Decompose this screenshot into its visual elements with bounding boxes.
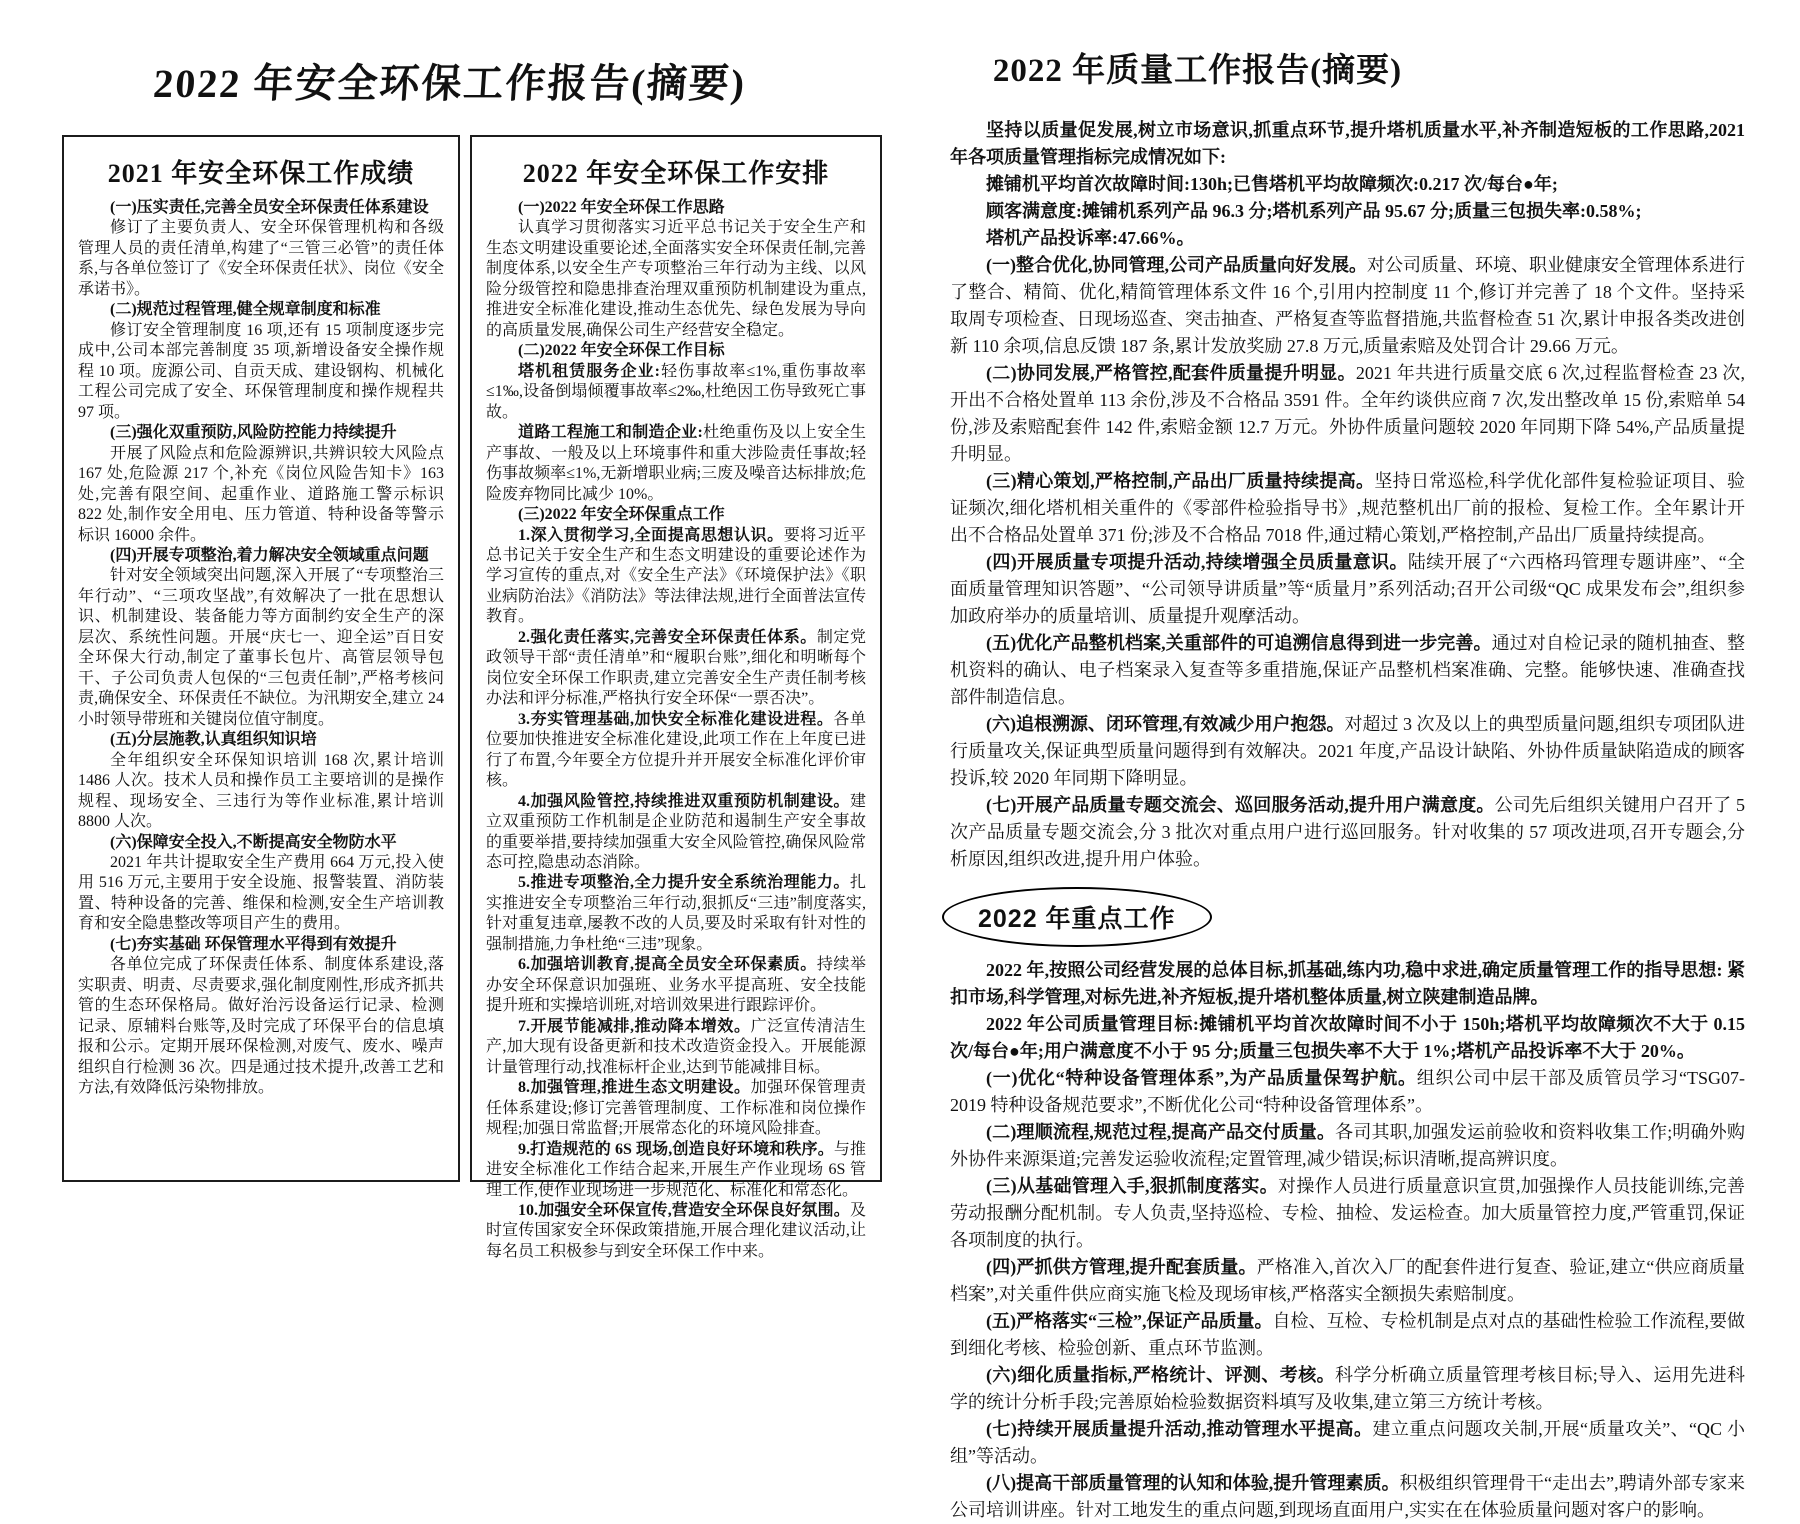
paragraph: 全年组织安全环保知识培训 168 次,累计培训 1486 人次。技术人员和操作员工主要培训的是操作规程、现场安全、三违行为等作业标准,累计培训 8800 人次。: [78, 751, 444, 831]
paragraph: (五)分层施教,认真组织知识培: [110, 731, 317, 749]
paragraph: (一)整合优化,协同管理,公司产品质量向好发展。对公司质量、环境、职业健康安全管理体系进行了整合、精简、优化,精简管理体系文件 16 个,引用内控制度 11 个,修订并完善了 18 个文件。坚持采取周专项检查、日现场巡查、突击抽查、严格复查等监督措施,共监督检查 51 次,累计申报各类改进创新 110 余项,信息反馈 187 条,累计发放奖励 27.8 万元,质量索赔及处罚合计 29.66 万元。: [950, 255, 1745, 356]
box1-body: [78, 198, 444, 1099]
paragraph: (七)夯实基础 环保管理水平得到有效提升: [110, 935, 397, 953]
paragraph: 2022 年,按照公司经营发展的总体目标,抓基础,练内功,稳中求进,确定质量管理工作的指导思想: 紧扣市场,科学管理,对标先进,补齐短板,提升塔机整体质量,树立陕建制造品牌。: [950, 960, 1745, 1007]
paragraph: (八)提高干部质量管理的认知和体验,提升管理素质。积极组织管理骨干“走出去”,聘请外部专家来公司培训讲座。针对工地发生的重点问题,到现场直面用户,实实在在体验质量问题对客户的影响。: [950, 1473, 1745, 1520]
paragraph: (一)压实责任,完善全员安全环保责任体系建设: [110, 199, 429, 216]
key-work-oval-label: 2022 年重点工作: [942, 887, 1212, 947]
paragraph: (一)优化“特种设备管理体系”,为产品质量保驾护航。组织公司中层干部及质管员学习“TSG07-2019 特种设备规范要求”,不断优化公司“特种设备管理体系”。: [950, 1068, 1745, 1115]
paragraph: 10.加强安全环保宣传,营造安全环保良好氛围。及时宣传国家安全环保政策措施,开展合理化建议活动,让每名员工积极参与到安全环保工作中来。: [486, 1201, 866, 1260]
paragraph: 8.加强管理,推进生态文明建设。加强环保管理责任体系建设;修订完善管理制度、工作标准和岗位操作规程;加强日常监督;开展常态化的环境风险排查。: [486, 1079, 866, 1138]
paragraph: 认真学习贯彻落实习近平总书记关于安全生产和生态文明建设重要论述,全面落实安全环保责任制,完善制度体系,以安全生产专项整治三年行动为主线、以风险分级管控和隐患排查治理双重预防机制建设为重点,推进安全标准化建设,推动生态优先、绿色发展为导向的高质量发展,确保公司生产经营安全稳定。: [486, 219, 866, 339]
quality-2021-section: [950, 117, 1745, 873]
paragraph: 6.加强培训教育,提高全员安全环保素质。持续举办安全环保意识加强班、业务水平提高班、安全技能提升班和实操培训班,对培训效果进行跟踪评价。: [486, 956, 866, 1015]
paragraph: (七)开展产品质量专题交流会、巡回服务活动,提升用户满意度。公司先后组织关键用户召开了 5 次产品质量专题交流会,分 3 批次对重点用户进行巡回服务。针对收集的 57 项改进项,召开专题会,分析原因,组织改进,提升用户体验。: [950, 795, 1745, 869]
paragraph: 1.深入贯彻学习,全面提高思想认识。要将习近平总书记关于安全生产和生态文明建设的重要论述作为学习宣传的重点,对《安全生产法》《环境保护法》《职业病防治法》《消防法》等法律法规,进行全面普法宣传教育。: [486, 526, 867, 626]
paragraph: (五)严格落实“三检”,保证产品质量。自检、互检、专检机制是点对点的基础性检验工作流程,要做到细化考核、检验创新、重点环节监测。: [950, 1311, 1745, 1358]
box-2022-plan: [470, 135, 882, 1260]
paragraph: 坚持以质量促发展,树立市场意识,抓重点环节,提升塔机质量水平,补齐制造短板的工作思路,2021 年各项质量管理指标完成情况如下:: [950, 120, 1745, 167]
paragraph: (三)2022 年安全环保重点工作: [518, 506, 725, 524]
oval-label-wrap: [942, 887, 1745, 947]
paragraph: (二)规范过程管理,健全规章制度和标准: [110, 301, 381, 319]
paragraph: 3.夯实管理基础,加快安全标准化建设进程。各单位要加快推进安全标准化建设,此项工作在上年度已进行了布置,今年要全方位提升并开展安全标准化评价审核。: [486, 710, 866, 790]
paragraph: (七)持续开展质量提升活动,推动管理水平提高。建立重点问题攻关制,开展“质量攻关”、“QC 小组”等活动。: [950, 1419, 1745, 1466]
right-page-title: 2022 年质量工作报告(摘要): [992, 53, 1403, 89]
paragraph: (三)强化双重预防,风险防控能力持续提升: [110, 424, 397, 442]
paragraph: 顾客满意度:摊铺机系列产品 96.3 分;塔机系列产品 95.67 分;质量三包损失率:0.58%;: [986, 201, 1642, 221]
paragraph: (三)从基础管理入手,狠抓制度落实。对操作人员进行质量意识宣贯,加强操作人员技能训练,完善劳动报酬分配机制。专人负责,坚持巡检、专检、抽检、发运检查。加大质量管控力度,严管重罚,保证各项制度的执行。: [950, 1176, 1745, 1250]
paragraph: 塔机产品投诉率:47.66%。: [986, 228, 1195, 248]
paragraph: 2022 年公司质量管理目标:摊铺机平均首次故障时间不小于 150h;塔机平均故障频次不大于 0.15 次/每台●年;用户满意度不小于 95 分;质量三包损失率不大于 1%;塔机产品投诉率不大于 20%。: [950, 1014, 1745, 1061]
paragraph: (二)2022 年安全环保工作目标: [518, 342, 725, 360]
paragraph: 9.打造规范的 6S 现场,创造良好环境和秩序。与推进安全标准化工作结合起来,开展生产作业现场 6S 管理工作,使作业现场进一步规范化、标准化和常态化。: [486, 1140, 866, 1199]
page-safety-report: [0, 0, 900, 1273]
paragraph: (五)优化产品整机档案,关重部件的可追溯信息得到进一步完善。通过对自检记录的随机抽查、整机资料的确认、电子档案录入复查等多重措施,保证产品整机档案准确、完整。能够快速、准确查找部件制造信息。: [950, 633, 1745, 707]
paragraph: (一)2022 年安全环保工作思路: [518, 199, 725, 216]
two-column-boxes: [62, 135, 882, 1260]
paragraph: (四)开展专项整治,着力解决安全领域重点问题: [110, 546, 429, 564]
paragraph: 各单位完成了环保责任体系、制度体系建设,落实职责、明责、尽责要求,强化制度刚性,形成齐抓共管的生态环保格局。做好治污设备运行记录、检测记录、原辅料台账等,及时完成了环保平台的信息填报和公示。定期开展环保检测,对废气、废水、噪声组织自行检测 36 次。四是通过技术提升,改善工艺和方法,有效降低污染物排放。: [78, 956, 444, 1097]
paragraph: 2.强化责任落实,完善安全环保责任体系。制定党政领导干部“责任清单”和“履职台账”,细化和明晰每个岗位安全环保工作职责,建立完善安全生产责任制考核办法和评分标准,严格执行安全环保“一票否决”。: [486, 628, 866, 708]
paragraph: (六)保障安全投入,不断提高安全物防水平: [110, 833, 397, 851]
paragraph: (四)严抓供方管理,提升配套质量。严格准入,首次入厂的配套件进行复查、验证,建立“供应商质量档案”,对关重件供应商实施飞检及现场审核,严格落实全额损失索赔制度。: [950, 1257, 1745, 1304]
right-page-inner: [900, 0, 1800, 1524]
paragraph: 针对安全领域突出问题,深入开展了“专项整治三年行动”、“三项攻坚战”,有效解决了一批在思想认识、机制建设、装备能力等方面制约安全生产的深层次、系统性问题。开展“庆七一、迎全运”百日安全环保大行动,制定了董事长包片、高管层领导包干、子公司负责人包保的“三包责任制”,严格考核问责,确保安全、环保责任不缺位。为汛期安全,建立 24 小时领导带班和关键岗位值守制度。: [78, 567, 444, 728]
paragraph: (三)精心策划,严格控制,产品出厂质量持续提高。坚持日常巡检,科学优化部件复检验证项目、验证频次,细化塔机相关重件的《零部件检验指导书》,规范整机出厂前的报检、复检工作。全年累计开出不合格品处置单 371 份;涉及不合格品 7018 件,通过精心策划,严格控制,产品出厂质量持续提高。: [950, 471, 1745, 545]
paragraph: 修订安全管理制度 16 项,还有 15 项制度逐步完成中,公司本部完善制度 35 项,新增设备安全操作规程 10 项。庞源公司、自贡天成、建设钢构、机械化工程公司完成了安全、环保管理制度和操作规程共 97 项。: [78, 321, 444, 421]
paragraph: (二)协同发展,严格管控,配套件质量提升明显。2021 年共进行质量交底 6 次,过程监督检查 23 次,开出不合格处置单 113 余份,涉及不合格品 3591 件。全年约谈供应商 7 次,发出整改单 15 份,索赔单 54 份,涉及索赔配套件 142 件,索赔金额 12.7 万元。外协件质量问题较 2020 年同期下降 54%,产品质量提升明显。: [950, 363, 1745, 464]
paragraph: 塔机租赁服务企业:轻伤事故率≤1%,重伤事故率≤1‰,设备倒塌倾覆事故率≤2‰,杜绝因工伤导致死亡事故。: [486, 362, 866, 421]
quality-2022-section: [950, 957, 1745, 1524]
paragraph: 开展了风险点和危险源辨识,共辨识较大风险点 167 处,危险源 217 个,补充《岗位风险告知卡》163 处,完善有限空间、起重作业、道路施工警示标识 822 处,制作安全用电、压力管道、特种设备等警示标识 16000 余件。: [78, 444, 444, 544]
paragraph: 道路工程施工和制造企业:杜绝重伤及以上安全生产事故、一般及以上环境事件和重大涉险责任事故;轻伤事故频率≤1%,无新增职业病;三废及噪音达标排放;危险废弃物同比减少 10%。: [486, 424, 866, 503]
paragraph: 摊铺机平均首次故障时间:130h;已售塔机平均故障频次:0.217 次/每台●年;: [986, 174, 1558, 194]
paragraph: 4.加强风险管控,持续推进双重预防机制建设。建立双重预防工作机制是企业防范和遏制生产安全事故的重要举措,要持续加强重大安全风险管控,确保风险常态可控,隐患动态消除。: [486, 792, 866, 871]
paragraph: (四)开展质量专项提升活动,持续增强全员质量意识。陆续开展了“六西格玛管理专题讲座”、“全面质量管理知识答题”、“公司领导讲质量”等“质量月”系列活动;召开公司级“QC 成果发布会”,组织参加政府举办的质量培训、质量提升观摩活动。: [950, 552, 1745, 626]
paragraph: 5.推进专项整治,全力提升安全系统治理能力。扎实推进安全专项整治三年行动,狠抓反“三违”制度落实,针对重复违章,屡教不改的人员,要及时采取有针对性的强制措施,力争杜绝“三违”现象。: [486, 874, 866, 953]
paragraph: (二)理顺流程,规范过程,提高产品交付质量。各司其职,加强发运前验收和资料收集工作;明确外购外协件来源渠道;完善发运验收流程;定置管理,减少错误;标识清晰,提高辨识度。: [950, 1122, 1745, 1169]
box-2021-achievements: [62, 135, 460, 1182]
paragraph: (六)追根溯源、闭环管理,有效减少用户抱怨。对超过 3 次及以上的典型质量问题,组织专项团队进行质量攻关,保证典型质量问题得到有效解决。2021 年度,产品设计缺陷、外协件质量缺陷造成的顾客投诉,较 2020 年同期下降明显。: [950, 714, 1745, 788]
box1-header: 2021 年安全环保工作成绩: [107, 159, 415, 188]
paragraph: 2021 年共计提取安全生产费用 664 万元,投入使用 516 万元,主要用于安全设施、报警装置、消防装置、特种设备的完善、维保和检测,安全生产培训教育和安全隐患整改等项目产生的费用。: [78, 854, 444, 933]
box2-header: 2022 年安全环保工作安排: [522, 159, 830, 188]
paragraph: 7.开展节能减排,推动降本增效。广泛宣传清洁生产,加大现有设备更新和技术改造资金投入。开展能源计量管理行动,找准标杆企业,达到节能减排目标。: [486, 1017, 866, 1076]
box2-body: [486, 198, 866, 1262]
paragraph: (六)细化质量指标,严格统计、评测、考核。科学分析确立质量管理考核目标;导入、运用先进科学的统计分析手段;完善原始检验数据资料填写及收集,建立第三方统计考核。: [950, 1365, 1745, 1412]
paragraph: 修订了主要负责人、安全环保管理机构和各级管理人员的责任清单,构建了“三管三必管”的责任体系,与各单位签订了《安全环保责任状》、岗位《安全承诺书》。: [78, 219, 444, 298]
page-quality-report: [900, 0, 1800, 1520]
left-page-title: 2022 年安全环保工作报告(摘要): [151, 61, 748, 106]
